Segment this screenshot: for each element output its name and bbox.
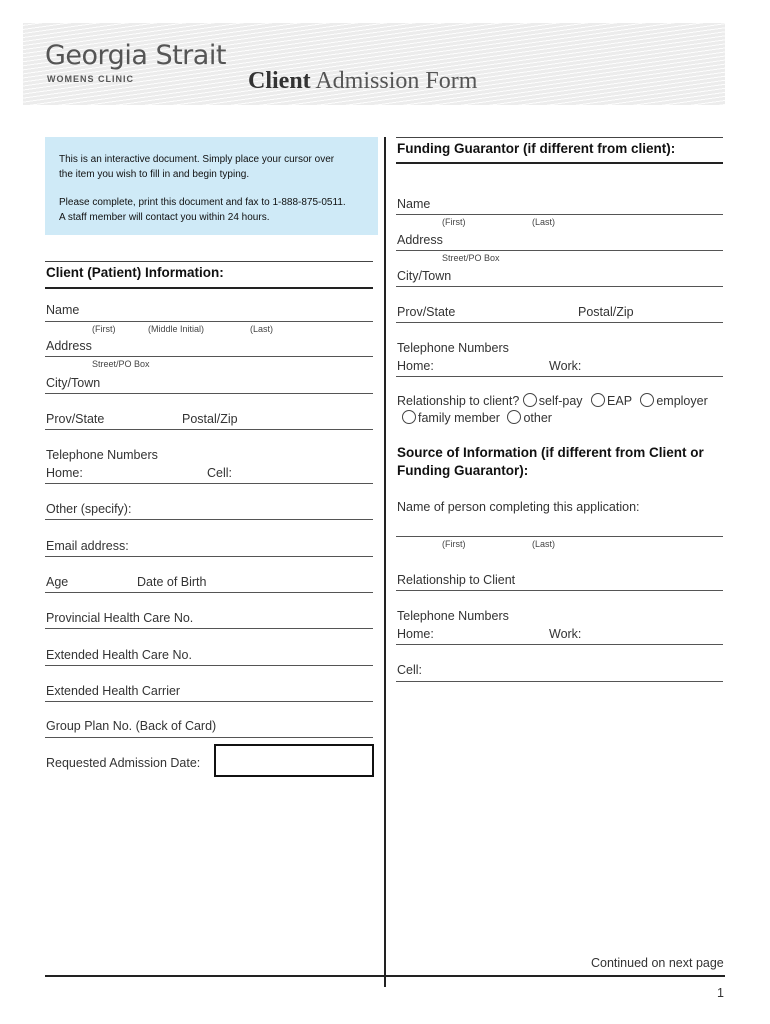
group-plan-field[interactable] [45, 737, 373, 738]
middle-initial-caption: (Middle Initial) [148, 324, 205, 334]
client-phones-label: Telephone Numbers [46, 448, 158, 462]
client-dob-label: Date of Birth [137, 575, 207, 589]
guarantor-phones-field[interactable] [396, 376, 723, 377]
employer-radio[interactable] [640, 393, 654, 407]
source-phones-label: Telephone Numbers [397, 609, 509, 623]
client-age-label: Age [46, 575, 69, 589]
instructions-line: A staff member will contact you within 24 hours. [59, 212, 270, 223]
client-city-label: City/Town [46, 376, 101, 390]
family-member-option-label: family member [418, 411, 500, 425]
relationship-label: Relationship to client? [397, 394, 520, 408]
guarantor-name-label: Name [397, 197, 431, 211]
eap-option-label: EAP [607, 394, 632, 408]
guarantor-prov-label: Prov/State [397, 305, 456, 319]
page-number: 1 [717, 986, 724, 1000]
extended-health-carrier-label: Extended Health Carrier [46, 684, 181, 698]
instructions-line: Please complete, print this document and fax to 1-888-875-0511. [59, 197, 346, 208]
guarantor-prov-postal-field[interactable] [396, 322, 723, 323]
bottom-rule [45, 975, 725, 977]
client-prov-label: Prov/State [46, 412, 105, 426]
column-divider [384, 137, 386, 987]
source-phones-field[interactable] [396, 644, 723, 645]
other-option-label: other [523, 411, 552, 425]
last-name-caption: (Last) [532, 217, 556, 227]
group-plan-label: Group Plan No. (Back of Card) [46, 719, 217, 733]
eap-radio[interactable] [591, 393, 605, 407]
guarantor-address-field[interactable] [396, 250, 723, 251]
first-name-caption: (First) [442, 217, 466, 227]
instructions-line: the item you wish to fill in and begin typing. [59, 169, 250, 180]
client-email-field[interactable] [45, 556, 373, 557]
client-other-label: Other (specify): [46, 502, 132, 516]
client-prov-postal-field[interactable] [45, 429, 373, 430]
other-radio[interactable] [507, 410, 521, 424]
family-member-radio[interactable] [402, 410, 416, 424]
guarantor-home-label: Home: [397, 359, 434, 373]
first-name-caption: (First) [92, 324, 116, 334]
relationship-to-client-field[interactable] [396, 590, 723, 591]
completing-person-field[interactable] [396, 536, 723, 537]
selfpay-option-label: self-pay [538, 394, 583, 408]
guarantor-section-title: Funding Guarantor (if different from client): [397, 141, 676, 156]
relationship-row-2 [402, 410, 552, 425]
client-phones-field[interactable] [45, 483, 373, 484]
guarantor-phones-label: Telephone Numbers [397, 341, 509, 355]
client-postal-label: Postal/Zip [182, 412, 238, 426]
clinic-logo-name: Georgia Strait [45, 40, 226, 71]
client-home-label: Home: [46, 466, 83, 480]
street-caption: Street/PO Box [92, 359, 150, 369]
relationship-to-client-label: Relationship to Client [397, 573, 516, 587]
client-cell-label: Cell: [207, 466, 233, 480]
employer-option-label: employer [656, 394, 708, 408]
section-rule [396, 162, 723, 164]
selfpay-radio[interactable] [523, 393, 537, 407]
provincial-health-label: Provincial Health Care No. [46, 611, 194, 625]
client-age-dob-field[interactable] [45, 592, 373, 593]
guarantor-name-field[interactable] [396, 214, 723, 215]
client-name-label: Name [46, 303, 80, 317]
extended-health-no-field[interactable] [45, 665, 373, 666]
extended-health-no-label: Extended Health Care No. [46, 648, 192, 662]
section-rule [45, 287, 373, 289]
instructions-box [45, 137, 378, 235]
client-address-field[interactable] [45, 356, 373, 357]
continued-note: Continued on next page [591, 956, 724, 970]
source-cell-field[interactable] [396, 681, 723, 682]
guarantor-postal-label: Postal/Zip [578, 305, 634, 319]
first-name-caption: (First) [442, 539, 466, 549]
last-name-caption: (Last) [532, 539, 556, 549]
source-work-label: Work: [549, 627, 582, 641]
client-address-label: Address [46, 339, 92, 353]
source-home-label: Home: [397, 627, 434, 641]
client-other-field[interactable] [45, 519, 373, 520]
client-name-field[interactable] [45, 321, 373, 322]
clinic-logo-subtitle: WOMENS CLINIC [47, 74, 134, 84]
source-cell-label: Cell: [397, 663, 423, 677]
street-caption: Street/PO Box [442, 253, 500, 263]
provincial-health-field[interactable] [45, 628, 373, 629]
instructions-line: This is an interactive document. Simply place your cursor over [59, 154, 335, 165]
extended-health-carrier-field[interactable] [45, 701, 373, 702]
source-section-title-line1: Source of Information (if different from Client or [397, 445, 704, 460]
page-title: Client Admission Form [248, 68, 478, 94]
guarantor-address-label: Address [397, 233, 443, 247]
guarantor-work-label: Work: [549, 359, 582, 373]
section-rule [45, 261, 373, 262]
requested-date-input[interactable] [214, 744, 374, 777]
client-section-title: Client (Patient) Information: [46, 265, 224, 280]
completing-person-label: Name of person completing this application: [397, 500, 640, 514]
section-rule [396, 137, 723, 138]
client-email-label: Email address: [46, 539, 129, 553]
client-city-field[interactable] [45, 393, 373, 394]
requested-date-label: Requested Admission Date: [46, 756, 201, 770]
source-section-title-line2: Funding Guarantor): [397, 463, 529, 478]
last-name-caption: (Last) [250, 324, 274, 334]
guarantor-city-label: City/Town [397, 269, 452, 283]
relationship-row [397, 393, 708, 408]
guarantor-city-field[interactable] [396, 286, 723, 287]
